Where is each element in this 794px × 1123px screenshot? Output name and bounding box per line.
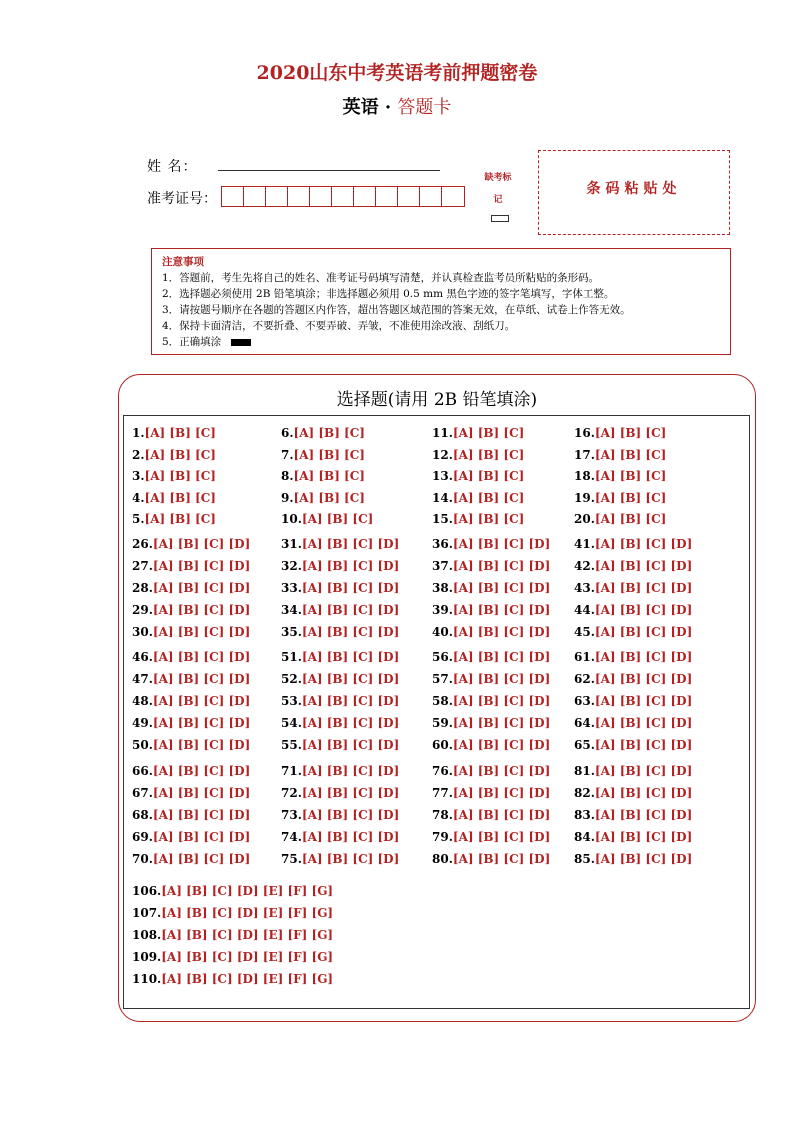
question-number: 79. xyxy=(432,830,453,844)
question-item[interactable] xyxy=(132,950,333,964)
question-item[interactable] xyxy=(432,694,550,708)
choice-section-title: 选择题(请用 2B 铅笔填涂) xyxy=(336,390,538,410)
question-number: 7. xyxy=(281,447,294,462)
question-item[interactable] xyxy=(432,581,550,595)
answer-options[interactable]: [A] [B] [C] [D] xyxy=(152,672,251,686)
answer-options[interactable]: [A] [B] [C] xyxy=(293,490,365,505)
question-item[interactable] xyxy=(574,469,666,483)
question-item[interactable] xyxy=(281,716,399,730)
answer-options[interactable]: [A] [B] [C] xyxy=(452,426,525,440)
subtitle-card: 答题卡 xyxy=(397,97,452,118)
answer-options[interactable]: [A] [B] [C] [D] xyxy=(452,694,551,708)
question-number: 69. xyxy=(132,830,153,844)
question-item[interactable] xyxy=(432,808,550,822)
absent-mark-label: 缺考标记 xyxy=(484,173,512,205)
question-number: 82. xyxy=(574,786,595,800)
question-item[interactable] xyxy=(574,603,692,617)
answer-options[interactable]: [A] [B] [C] [D] [E] [F] [G] xyxy=(161,950,334,964)
answer-options[interactable]: [A] [B] [C] [D] xyxy=(301,808,400,822)
notes-item: 2．选择题必须使用 2B 铅笔填涂；非选择题必须用 0.5 mm 黑色字迹的签字笔填写，字体工整。 xyxy=(162,288,615,300)
question-item[interactable] xyxy=(132,448,216,462)
question-number: 76. xyxy=(432,764,453,778)
question-number: 74. xyxy=(281,830,302,844)
question-item[interactable] xyxy=(432,830,550,844)
answer-options[interactable]: [A] [B] [C] xyxy=(594,447,667,462)
answer-options[interactable]: [A] [B] [C] [D] xyxy=(152,786,251,800)
question-item[interactable] xyxy=(132,537,250,551)
answer-options[interactable]: [A] [B] [C] [D] xyxy=(452,738,551,752)
answer-options[interactable]: [A] [B] [C] [D] xyxy=(152,738,251,752)
name-field[interactable] xyxy=(218,170,440,171)
question-item[interactable] xyxy=(132,694,250,708)
question-item[interactable] xyxy=(574,491,666,505)
exam-id-digit-box[interactable] xyxy=(420,187,442,206)
question-item[interactable] xyxy=(281,764,399,778)
answer-options[interactable]: [A] [B] [C] [D] xyxy=(152,650,251,664)
question-item[interactable] xyxy=(432,426,524,440)
answer-options[interactable]: [A] [B] [C] [D] xyxy=(452,808,551,822)
question-item[interactable] xyxy=(281,469,365,483)
question-item[interactable] xyxy=(432,469,524,483)
answer-options[interactable]: [A] [B] [C] [D] xyxy=(594,786,693,800)
subtitle-subject: 英语 xyxy=(342,97,379,118)
answer-options[interactable]: [A] [B] [C] [D] xyxy=(452,764,551,778)
page-title: 2020山东中考英语考前押题密卷 xyxy=(256,62,538,84)
answer-options[interactable]: [A] [B] [C] xyxy=(594,512,667,526)
question-item[interactable] xyxy=(281,537,399,551)
question-item[interactable] xyxy=(432,537,550,551)
question-item[interactable] xyxy=(432,716,550,730)
question-number: 19. xyxy=(574,490,595,505)
question-item[interactable] xyxy=(574,512,666,526)
answer-options[interactable]: [A] [B] [C] [D] xyxy=(152,559,251,573)
question-item[interactable] xyxy=(132,469,216,483)
question-number: 48. xyxy=(132,694,153,708)
question-number: 59. xyxy=(432,716,453,730)
question-number: 33. xyxy=(281,581,302,595)
question-number: 61. xyxy=(574,650,595,664)
question-item[interactable] xyxy=(432,738,550,752)
question-item[interactable] xyxy=(281,786,399,800)
question-number: 49. xyxy=(132,716,153,730)
question-number: 54. xyxy=(281,716,302,730)
answer-options[interactable]: [A] [B] [C] xyxy=(144,469,216,483)
answer-options[interactable]: [A] [B] [C] [D] [E] [F] [G] xyxy=(161,928,334,942)
question-item[interactable] xyxy=(574,625,692,639)
answer-options[interactable]: [A] [B] [C] [D] xyxy=(301,830,400,844)
question-item[interactable] xyxy=(132,830,250,844)
question-number: 107. xyxy=(132,906,162,920)
answer-options[interactable]: [A] [B] [C] [D] xyxy=(594,738,693,752)
answer-options[interactable]: [A] [B] [C] [D] xyxy=(301,738,400,752)
question-number: 60. xyxy=(432,738,453,752)
question-number: 73. xyxy=(281,808,302,822)
barcode-area xyxy=(538,150,730,235)
question-number: 16. xyxy=(574,426,595,440)
exam-id-digit-box[interactable] xyxy=(398,187,420,206)
question-item[interactable] xyxy=(132,884,333,898)
question-number: 47. xyxy=(132,672,153,686)
question-item[interactable] xyxy=(432,448,524,462)
question-number: 3. xyxy=(132,469,145,483)
notes-item: 3．请按题号顺序在各题的答题区内作答，超出答题区域范围的答案无效，在草纸、试卷上作答无效。 xyxy=(162,304,631,316)
answer-options[interactable]: [A] [B] [C] xyxy=(293,469,365,483)
question-item[interactable] xyxy=(281,738,399,752)
question-number: 78. xyxy=(432,808,453,822)
answer-options[interactable]: [A] [B] [C] [D] xyxy=(452,672,551,686)
question-number: 71. xyxy=(281,764,302,778)
question-item[interactable] xyxy=(281,603,399,617)
question-item[interactable] xyxy=(281,808,399,822)
answer-options[interactable]: [A] [B] [C] [D] xyxy=(452,852,551,866)
question-item[interactable] xyxy=(574,694,692,708)
answer-options[interactable]: [A] [B] [C] [D] xyxy=(152,716,251,730)
answer-options[interactable]: [A] [B] [C] [D] xyxy=(594,672,693,686)
answer-options[interactable]: [A] [B] [C] xyxy=(594,490,667,505)
question-item[interactable] xyxy=(574,830,692,844)
answer-options[interactable]: [A] [B] [C] [D] xyxy=(594,603,693,617)
question-item[interactable] xyxy=(132,906,333,920)
page-subtitle xyxy=(0,93,794,119)
question-item[interactable] xyxy=(132,786,250,800)
question-number: 66. xyxy=(132,764,153,778)
answer-options[interactable]: [A] [B] [C] [D] xyxy=(452,650,551,664)
question-item[interactable] xyxy=(281,625,399,639)
answer-options[interactable]: [A] [B] [C] [D] xyxy=(452,537,551,551)
answer-options[interactable]: [A] [B] [C] [D] xyxy=(594,852,693,866)
question-item[interactable] xyxy=(432,491,524,505)
exam-id-field[interactable] xyxy=(221,186,465,207)
question-item[interactable] xyxy=(574,852,692,866)
question-number: 70. xyxy=(132,852,153,866)
question-number: 37. xyxy=(432,559,453,573)
question-number: 1. xyxy=(132,426,145,440)
question-number: 36. xyxy=(432,537,453,551)
answer-options[interactable]: [A] [B] [C] [D] xyxy=(452,603,551,617)
barcode-label: 条码粘贴处 xyxy=(586,181,682,197)
exam-id-digit-box[interactable] xyxy=(332,187,354,206)
answer-options[interactable]: [A] [B] [C] [D] xyxy=(301,852,400,866)
answer-options[interactable]: [A] [B] [C] [D] xyxy=(301,786,400,800)
exam-id-digit-box[interactable] xyxy=(354,187,376,206)
question-item[interactable] xyxy=(132,928,333,942)
answer-options[interactable]: [A] [B] [C] [D] xyxy=(301,559,400,573)
question-item[interactable] xyxy=(132,852,250,866)
exam-id-digit-box[interactable] xyxy=(310,187,332,206)
question-number: 46. xyxy=(132,650,153,664)
answer-options[interactable]: [A] [B] [C] [D] xyxy=(152,603,251,617)
question-number: 4. xyxy=(132,490,145,505)
question-item[interactable] xyxy=(281,559,399,573)
question-item[interactable] xyxy=(281,581,399,595)
answer-options[interactable]: [A] [B] [C] xyxy=(452,469,525,483)
answer-options[interactable]: [A] [B] [C] [D] xyxy=(152,625,251,639)
question-item[interactable] xyxy=(432,559,550,573)
question-item[interactable] xyxy=(574,650,692,664)
question-item[interactable] xyxy=(432,672,550,686)
question-number: 38. xyxy=(432,581,453,595)
question-item[interactable] xyxy=(132,491,216,505)
question-number: 17. xyxy=(574,447,595,462)
question-number: 53. xyxy=(281,694,302,708)
question-number: 67. xyxy=(132,786,153,800)
question-number: 15. xyxy=(432,512,453,526)
question-number: 12. xyxy=(432,447,453,462)
exam-id-label: 准考证号： xyxy=(147,191,217,207)
question-number: 64. xyxy=(574,716,595,730)
answer-options[interactable]: [A] [B] [C] [D] [E] [F] [G] xyxy=(161,972,334,986)
question-number: 62. xyxy=(574,672,595,686)
question-number: 65. xyxy=(574,738,595,752)
question-item[interactable] xyxy=(132,808,250,822)
question-number: 5. xyxy=(132,512,145,526)
question-number: 50. xyxy=(132,738,153,752)
answer-options[interactable]: [A] [B] [C] [D] [E] [F] [G] xyxy=(161,884,334,898)
answer-options[interactable]: [A] [B] [C] [D] xyxy=(152,764,251,778)
question-number: 52. xyxy=(281,672,302,686)
answer-options[interactable]: [A] [B] [C] [D] xyxy=(152,694,251,708)
question-number: 109. xyxy=(132,950,162,964)
question-number: 58. xyxy=(432,694,453,708)
answer-options[interactable]: [A] [B] [C] [D] xyxy=(301,625,400,639)
question-number: 44. xyxy=(574,603,595,617)
exam-id-digit-box[interactable] xyxy=(288,187,310,206)
question-number: 28. xyxy=(132,581,153,595)
answer-options[interactable]: [A] [B] [C] [D] xyxy=(301,537,400,551)
notes-item-fill-sample: 5．正确填涂 xyxy=(162,334,720,350)
question-number: 27. xyxy=(132,559,153,573)
answer-options[interactable]: [A] [B] [C] [D] xyxy=(301,581,400,595)
notes-box xyxy=(151,248,731,355)
question-item[interactable] xyxy=(432,764,550,778)
question-item[interactable] xyxy=(574,559,692,573)
question-number: 29. xyxy=(132,603,153,617)
answer-options[interactable]: [A] [B] [C] [D] xyxy=(301,764,400,778)
question-number: 8. xyxy=(281,469,294,483)
question-item[interactable] xyxy=(132,672,250,686)
question-item[interactable] xyxy=(574,672,692,686)
answer-options[interactable]: [A] [B] [C] [D] xyxy=(452,581,551,595)
answer-options[interactable]: [A] [B] [C] xyxy=(452,447,525,462)
question-item[interactable] xyxy=(281,694,399,708)
question-number: 81. xyxy=(574,764,595,778)
question-number: 51. xyxy=(281,650,302,664)
question-item[interactable] xyxy=(432,852,550,866)
question-number: 35. xyxy=(281,625,302,639)
answer-options[interactable]: [A] [B] [C] [D] xyxy=(594,625,693,639)
question-number: 56. xyxy=(432,650,453,664)
question-number: 77. xyxy=(432,786,453,800)
question-number: 20. xyxy=(574,512,595,526)
question-item[interactable] xyxy=(132,764,250,778)
answer-options[interactable]: [A] [B] [C] [D] xyxy=(301,716,400,730)
question-number: 55. xyxy=(281,738,302,752)
exam-id-digit-box[interactable] xyxy=(222,187,244,206)
exam-id-digit-box[interactable] xyxy=(376,187,398,206)
answer-options[interactable]: [A] [B] [C] [D] xyxy=(594,764,693,778)
question-number: 6. xyxy=(281,426,294,440)
answer-options[interactable]: [A] [B] [C] [D] xyxy=(152,581,251,595)
question-item[interactable] xyxy=(574,448,666,462)
answer-options[interactable]: [A] [B] [C] [D] xyxy=(594,581,693,595)
question-item[interactable] xyxy=(132,426,216,440)
exam-id-digit-box[interactable] xyxy=(442,187,464,206)
question-item[interactable] xyxy=(132,972,333,986)
question-item[interactable] xyxy=(432,625,550,639)
question-item[interactable] xyxy=(574,426,666,440)
question-item[interactable] xyxy=(432,786,550,800)
question-number: 43. xyxy=(574,581,595,595)
question-item[interactable] xyxy=(574,581,692,595)
question-item[interactable] xyxy=(281,672,399,686)
answer-options[interactable]: [A] [B] [C] [D] xyxy=(152,537,251,551)
question-number: 31. xyxy=(281,537,302,551)
question-number: 108. xyxy=(132,928,162,942)
answer-options[interactable]: [A] [B] [C] [D] xyxy=(594,650,693,664)
question-number: 40. xyxy=(432,625,453,639)
notes-title: 注意事项 xyxy=(162,256,204,268)
absent-mark-box[interactable] xyxy=(491,215,509,222)
question-item[interactable] xyxy=(574,808,692,822)
question-number: 30. xyxy=(132,625,153,639)
answer-options[interactable]: [A] [B] [C] [D] xyxy=(594,559,693,573)
question-number: 42. xyxy=(574,559,595,573)
question-item[interactable] xyxy=(281,830,399,844)
question-number: 18. xyxy=(574,469,595,483)
answer-options[interactable]: [A] [B] [C] xyxy=(293,447,365,462)
answer-options[interactable]: [A] [B] [C] [D] xyxy=(301,603,400,617)
question-item[interactable] xyxy=(432,512,524,526)
question-number: 75. xyxy=(281,852,302,866)
answer-options[interactable]: [A] [B] [C] xyxy=(594,469,667,483)
question-item[interactable] xyxy=(574,537,692,551)
question-number: 10. xyxy=(281,512,302,526)
answer-options[interactable]: [A] [B] [C] xyxy=(293,426,365,440)
answer-options[interactable]: [A] [B] [C] [D] xyxy=(301,650,400,664)
answer-options[interactable]: [A] [B] [C] [D] xyxy=(301,694,400,708)
question-item[interactable] xyxy=(574,764,692,778)
answer-options[interactable]: [A] [B] [C] [D] xyxy=(594,808,693,822)
question-item[interactable] xyxy=(281,426,365,440)
exam-id-digit-box[interactable] xyxy=(244,187,266,206)
question-item[interactable] xyxy=(132,716,250,730)
question-item[interactable] xyxy=(281,491,365,505)
question-number: 80. xyxy=(432,852,453,866)
answer-options[interactable]: [A] [B] [C] [D] xyxy=(152,852,251,866)
answer-options[interactable]: [A] [B] [C] [D] xyxy=(452,786,551,800)
answer-options[interactable]: [A] [B] [C] [D] xyxy=(452,716,551,730)
question-item[interactable] xyxy=(132,581,250,595)
answer-options[interactable]: [A] [B] [C] [D] xyxy=(152,830,251,844)
question-item[interactable] xyxy=(132,512,216,526)
answer-options[interactable]: [A] [B] [C] xyxy=(144,426,216,440)
question-number: 34. xyxy=(281,603,302,617)
question-item[interactable] xyxy=(281,512,373,526)
question-number: 9. xyxy=(281,490,294,505)
filled-mark-sample xyxy=(231,339,251,346)
question-number: 110. xyxy=(132,972,162,986)
answer-options[interactable]: [A] [B] [C] xyxy=(594,426,667,440)
question-item[interactable] xyxy=(574,738,692,752)
answer-options[interactable]: [A] [B] [C] [D] xyxy=(452,625,551,639)
answer-options[interactable]: [A] [B] [C] xyxy=(452,490,525,505)
answer-options[interactable]: [A] [B] [C] xyxy=(144,512,216,526)
question-item[interactable] xyxy=(132,738,250,752)
exam-id-digit-box[interactable] xyxy=(266,187,288,206)
name-label: 姓 名： xyxy=(147,159,198,175)
question-number: 84. xyxy=(574,830,595,844)
question-number: 32. xyxy=(281,559,302,573)
question-number: 83. xyxy=(574,808,595,822)
question-item[interactable] xyxy=(574,716,692,730)
question-number: 68. xyxy=(132,808,153,822)
question-number: 11. xyxy=(432,426,453,440)
notes-item: 4．保持卡面清洁，不要折叠、不要弄破、弄皱，不准使用涂改液、刮纸刀。 xyxy=(162,320,516,332)
answer-options[interactable]: [A] [B] [C] [D] [E] [F] [G] xyxy=(161,906,334,920)
answer-options[interactable]: [A] [B] [C] [D] xyxy=(452,559,551,573)
question-number: 26. xyxy=(132,537,153,551)
question-number: 45. xyxy=(574,625,595,639)
question-number: 39. xyxy=(432,603,453,617)
question-item[interactable] xyxy=(132,559,250,573)
notes-item: 1．答题前，考生先将自己的姓名、准考证号码填写清楚，并认真检查监考员所粘贴的条形码。 xyxy=(162,272,600,284)
answer-options[interactable]: [A] [B] [C] [D] xyxy=(301,672,400,686)
question-number: 63. xyxy=(574,694,595,708)
answer-options[interactable]: [A] [B] [C] [D] xyxy=(594,694,693,708)
question-item[interactable] xyxy=(574,786,692,800)
answer-options[interactable]: [A] [B] [C] xyxy=(144,447,216,462)
question-number: 13. xyxy=(432,469,453,483)
question-number: 85. xyxy=(574,852,595,866)
question-number: 41. xyxy=(574,537,595,551)
question-item[interactable] xyxy=(432,603,550,617)
answer-options[interactable]: [A] [B] [C] xyxy=(301,512,374,526)
answer-options[interactable]: [A] [B] [C] [D] xyxy=(594,716,693,730)
question-item[interactable] xyxy=(281,650,399,664)
answer-options[interactable]: [A] [B] [C] [D] xyxy=(452,830,551,844)
question-item[interactable] xyxy=(132,625,250,639)
question-number: 57. xyxy=(432,672,453,686)
answer-options[interactable]: [A] [B] [C] xyxy=(452,512,525,526)
question-item[interactable] xyxy=(281,448,365,462)
question-item[interactable] xyxy=(132,603,250,617)
subtitle-separator: · xyxy=(384,97,392,118)
question-number: 106. xyxy=(132,884,162,898)
answer-options[interactable]: [A] [B] [C] [D] xyxy=(594,537,693,551)
question-item[interactable] xyxy=(432,650,550,664)
question-number: 14. xyxy=(432,490,453,505)
answer-options[interactable]: [A] [B] [C] [D] xyxy=(152,808,251,822)
question-number: 72. xyxy=(281,786,302,800)
answer-options[interactable]: [A] [B] [C] xyxy=(144,490,216,505)
question-number: 2. xyxy=(132,447,145,462)
answer-options[interactable]: [A] [B] [C] [D] xyxy=(594,830,693,844)
question-item[interactable] xyxy=(132,650,250,664)
question-item[interactable] xyxy=(281,852,399,866)
